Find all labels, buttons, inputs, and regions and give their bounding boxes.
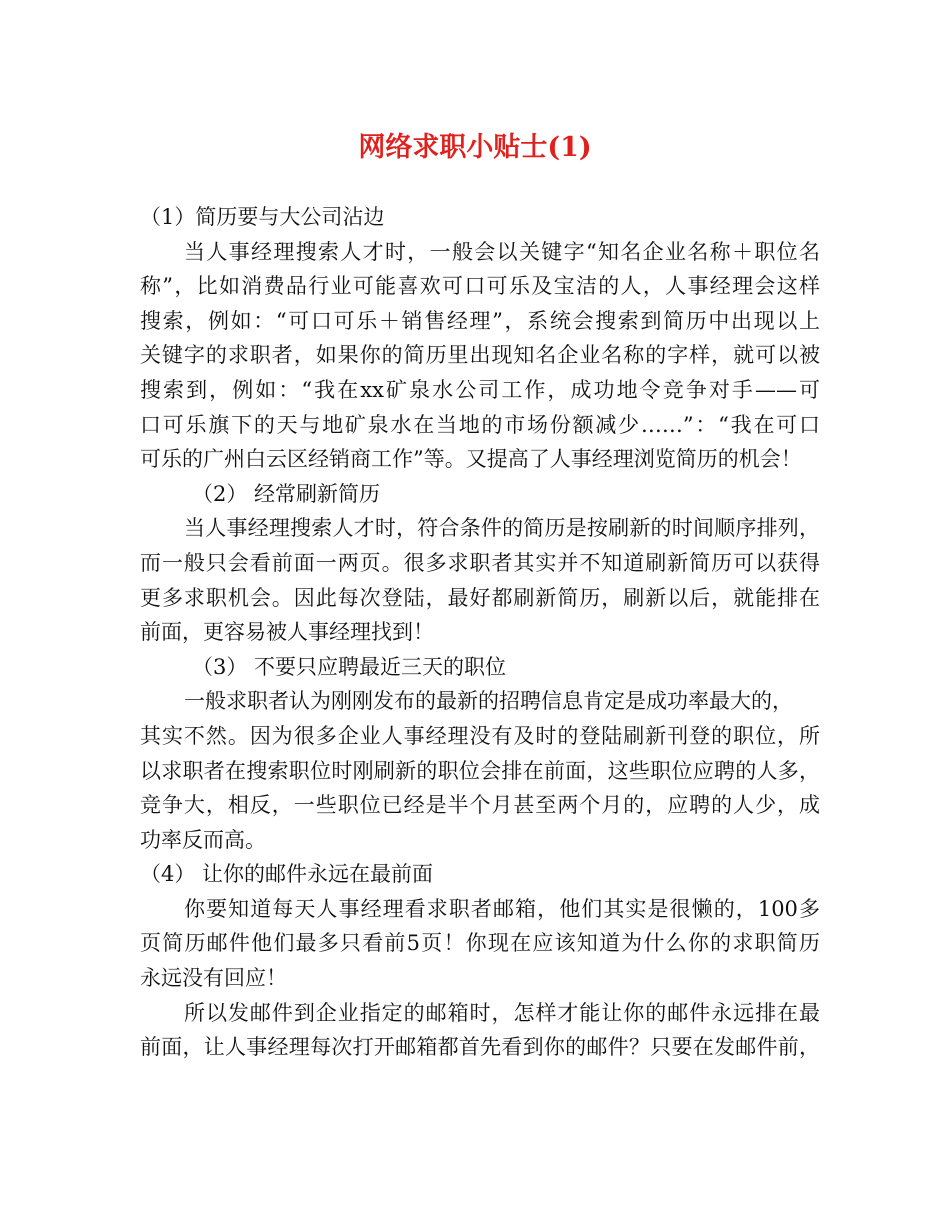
paragraph-line: 其实不然。因为很多企业人事经理没有及时的登陆刷新刊登的职位，所 <box>140 723 820 748</box>
paragraph-line: 搜索，例如：“可口可乐＋销售经理”，系统会搜索到简历中出现以上 <box>140 308 820 333</box>
section-heading: （1）简历要与大公司沾边 <box>140 205 385 229</box>
paragraph-line: 你要知道每天人事经理看求职者邮箱，他们其实是很懒的，100多 <box>184 896 820 921</box>
section-heading: （4） 让你的邮件永远在最前面 <box>140 862 434 887</box>
paragraph-line: 以求职者在搜索职位时刚刷新的职位会排在前面，这些职位应聘的人多， <box>140 758 820 783</box>
paragraph-line: 当人事经理搜索人才时，一般会以关键字“知名企业名称＋职位名 <box>184 239 820 264</box>
paragraph-line: 可乐的广州白云区经销商工作”等。又提高了人事经理浏览简历的机会！ <box>140 447 802 472</box>
paragraph-line: 前面，更容易被人事经理找到！ <box>140 620 434 645</box>
section-heading: （3） 不要只应聘最近三天的职位 <box>192 654 507 679</box>
document-title: 网络求职小贴士(1) <box>358 132 592 163</box>
paragraph-line: 搜索到，例如：“我在xx矿泉水公司工作，成功地令竞争对手——可 <box>140 377 820 402</box>
paragraph-line: 功率反而高。 <box>140 827 266 852</box>
paragraph-line: 口可乐旗下的天与地矿泉水在当地的市场份额减少……”：“我在可口 <box>140 412 820 437</box>
paragraph-line: 竞争大，相反，一些职位已经是半个月甚至两个月的，应聘的人少，成 <box>140 793 820 818</box>
paragraph-line: 一般求职者认为刚刚发布的最新的招聘信息肯定是成功率最大的， <box>184 689 793 714</box>
paragraph-line: 称”，比如消费品行业可能喜欢可口可乐及宝洁的人，人事经理会这样 <box>140 274 820 299</box>
paragraph-line: 而一般只会看前面一两页。很多求职者其实并不知道刷新简历可以获得 <box>140 550 820 575</box>
paragraph-line: 所以发邮件到企业指定的邮箱时，怎样才能让你的邮件永远排在最 <box>184 1000 820 1025</box>
paragraph-line: 关键字的求职者，如果你的简历里出现知名企业名称的字样，就可以被 <box>140 343 820 368</box>
paragraph-line: 永远没有回应！ <box>140 966 287 991</box>
paragraph-line: 更多求职机会。因此每次登陆，最好都刷新简历，刷新以后，就能排在 <box>140 585 820 610</box>
document-body <box>140 200 820 1065</box>
section-heading: （2） 经常刷新简历 <box>192 481 381 506</box>
paragraph-line: 前面，让人事经理每次打开邮箱都首先看到你的邮件？只要在发邮件前， <box>140 1035 820 1060</box>
paragraph-line: 当人事经理搜索人才时，符合条件的简历是按刷新的时间顺序排列， <box>184 516 820 541</box>
paragraph-line: 页简历邮件他们最多只看前5页！你现在应该知道为什么你的求职简历 <box>140 931 820 956</box>
